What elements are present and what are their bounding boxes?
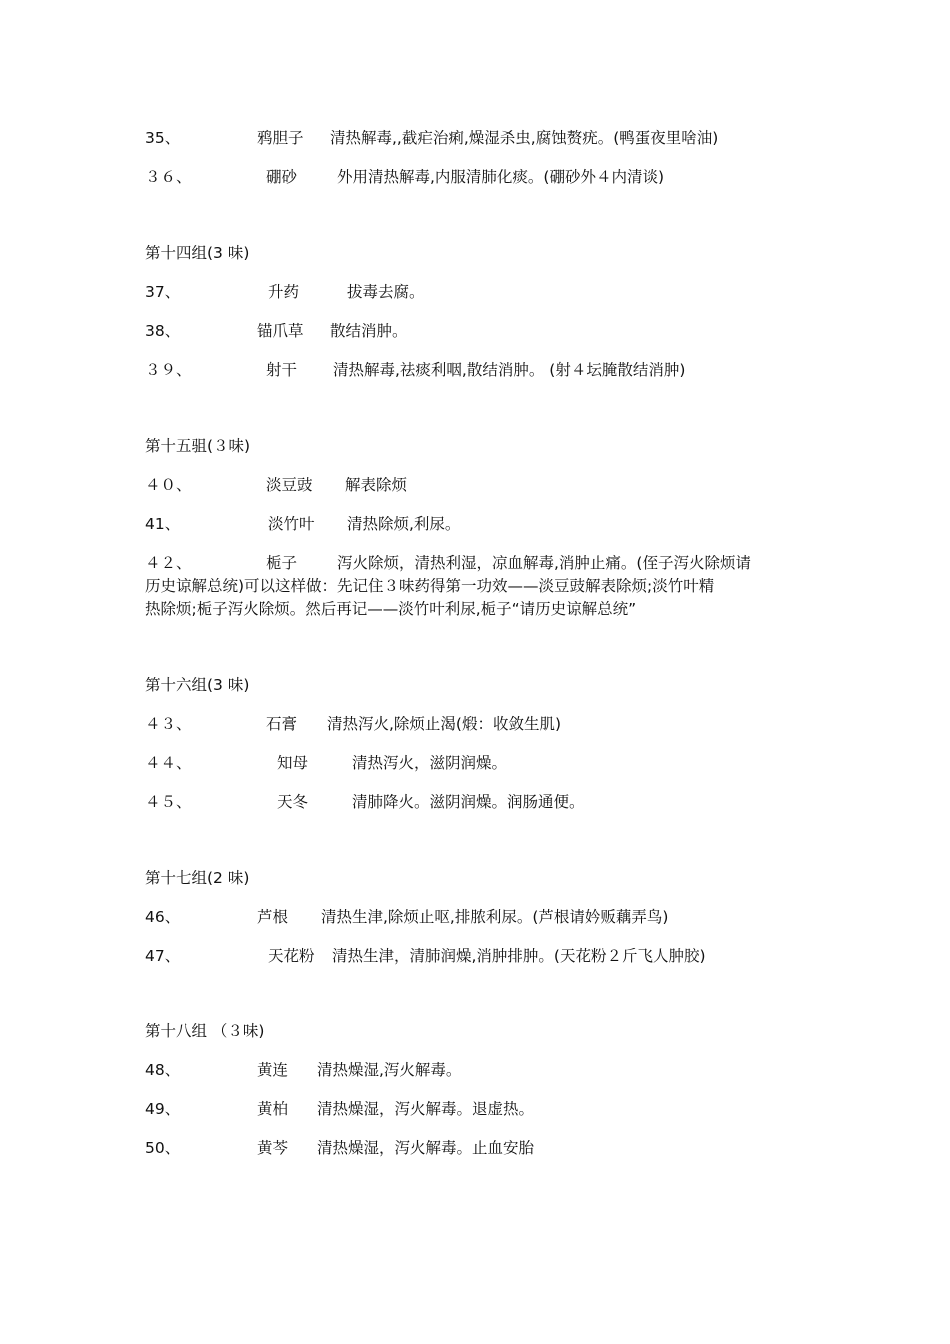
- herb-name: 天冬: [277, 793, 309, 811]
- herb-name: 射干: [266, 361, 298, 379]
- entry-number: ３９、: [145, 361, 192, 379]
- entry-number: ３６、: [145, 168, 192, 186]
- herb-effect: 拔毒去腐。: [347, 283, 425, 301]
- entry-number: 37、: [145, 283, 181, 301]
- herb-name: 黄连: [257, 1061, 289, 1079]
- entry-number: 35、: [145, 129, 181, 147]
- entry-42-continuation-1: 历史谅解总统)可以这样做：先记住３味药得第一功效——淡豆豉解表除烦;淡竹叶精: [145, 577, 715, 595]
- herb-name: 天花粉: [268, 947, 315, 965]
- herb-name: 芦根: [257, 908, 289, 926]
- herb-name: 淡竹叶: [268, 515, 315, 533]
- herb-name: 栀子: [266, 554, 298, 572]
- herb-effect: 解表除烦: [345, 476, 408, 494]
- entry-number: ４０、: [145, 476, 192, 494]
- herb-effect: 清热泻火，滋阴润燥。: [352, 754, 508, 772]
- herb-effect: 清热燥湿，泻火解毒。退虚热。: [317, 1100, 535, 1118]
- herb-effect: 清热燥湿，泻火解毒。止血安胎: [317, 1139, 535, 1157]
- entry-number: ４２、: [145, 554, 192, 572]
- entry-number: 47、: [145, 947, 181, 965]
- herb-effect: 清热解毒,,截疟治痢,燥湿杀虫,腐蚀赘疣。(鸭蛋夜里啥油): [330, 129, 719, 147]
- herb-effect: 清热泻火,除烦止渴(煅：收敛生肌): [327, 715, 562, 733]
- herb-effect: 清热生津,除烦止呕,排脓利尿。(芦根请妗贩藕弄鸟): [321, 908, 669, 926]
- group-heading-17: 第十七组(2 味): [145, 869, 250, 887]
- entry-number: 41、: [145, 515, 181, 533]
- herb-name: 锚爪草: [257, 322, 304, 340]
- group-heading-15: 第十五驵(３味): [145, 437, 251, 455]
- herb-name: 黄芩: [257, 1139, 289, 1157]
- entry-number: 48、: [145, 1061, 181, 1079]
- entry-42-continuation-2: 热除烦;栀子泻火除烦。然后再记——淡竹叶利尿,栀子“请历史谅解总统”: [145, 600, 637, 618]
- group-heading-14: 第十四组(3 味): [145, 244, 250, 262]
- herb-effect: 清热除烦,利尿。: [347, 515, 461, 533]
- entry-number: ４５、: [145, 793, 192, 811]
- group-heading-16: 第十六组(3 味): [145, 676, 250, 694]
- herb-effect: 泻火除烦，清热利湿，凉血解毒,消肿止痛。(侄子泻火除烦请: [337, 554, 751, 572]
- herb-name: 硼砂: [266, 168, 298, 186]
- herb-name: 石膏: [266, 715, 298, 733]
- herb-name: 淡豆豉: [266, 476, 313, 494]
- entry-number: 38、: [145, 322, 181, 340]
- herb-effect: 散结消肿。: [330, 322, 408, 340]
- entry-number: ４４、: [145, 754, 192, 772]
- entry-number: ４３、: [145, 715, 192, 733]
- group-heading-18: 第十八组 （３味): [145, 1022, 265, 1040]
- herb-effect: 清热生津，清肺润燥,消肿排肿。(天花粉２斤飞人肿胶): [332, 947, 706, 965]
- entry-number: 46、: [145, 908, 181, 926]
- herb-effect: 清热燥湿,泻火解毒。: [317, 1061, 462, 1079]
- herb-effect: 清热解毒,祛痰利咽,散结消肿。 (射４坛腌散结消肿): [333, 361, 686, 379]
- entry-number: 50、: [145, 1139, 181, 1157]
- entry-number: 49、: [145, 1100, 181, 1118]
- herb-effect: 清肺降火。滋阴润燥。润肠通便。: [352, 793, 585, 811]
- herb-name: 知母: [277, 754, 309, 772]
- herb-name: 升药: [268, 283, 300, 301]
- herb-effect: 外用清热解毒,内服清肺化痰。(硼砂外４内清谈): [337, 168, 665, 186]
- herb-name: 黄柏: [257, 1100, 289, 1118]
- herb-name: 鸦胆子: [257, 129, 304, 147]
